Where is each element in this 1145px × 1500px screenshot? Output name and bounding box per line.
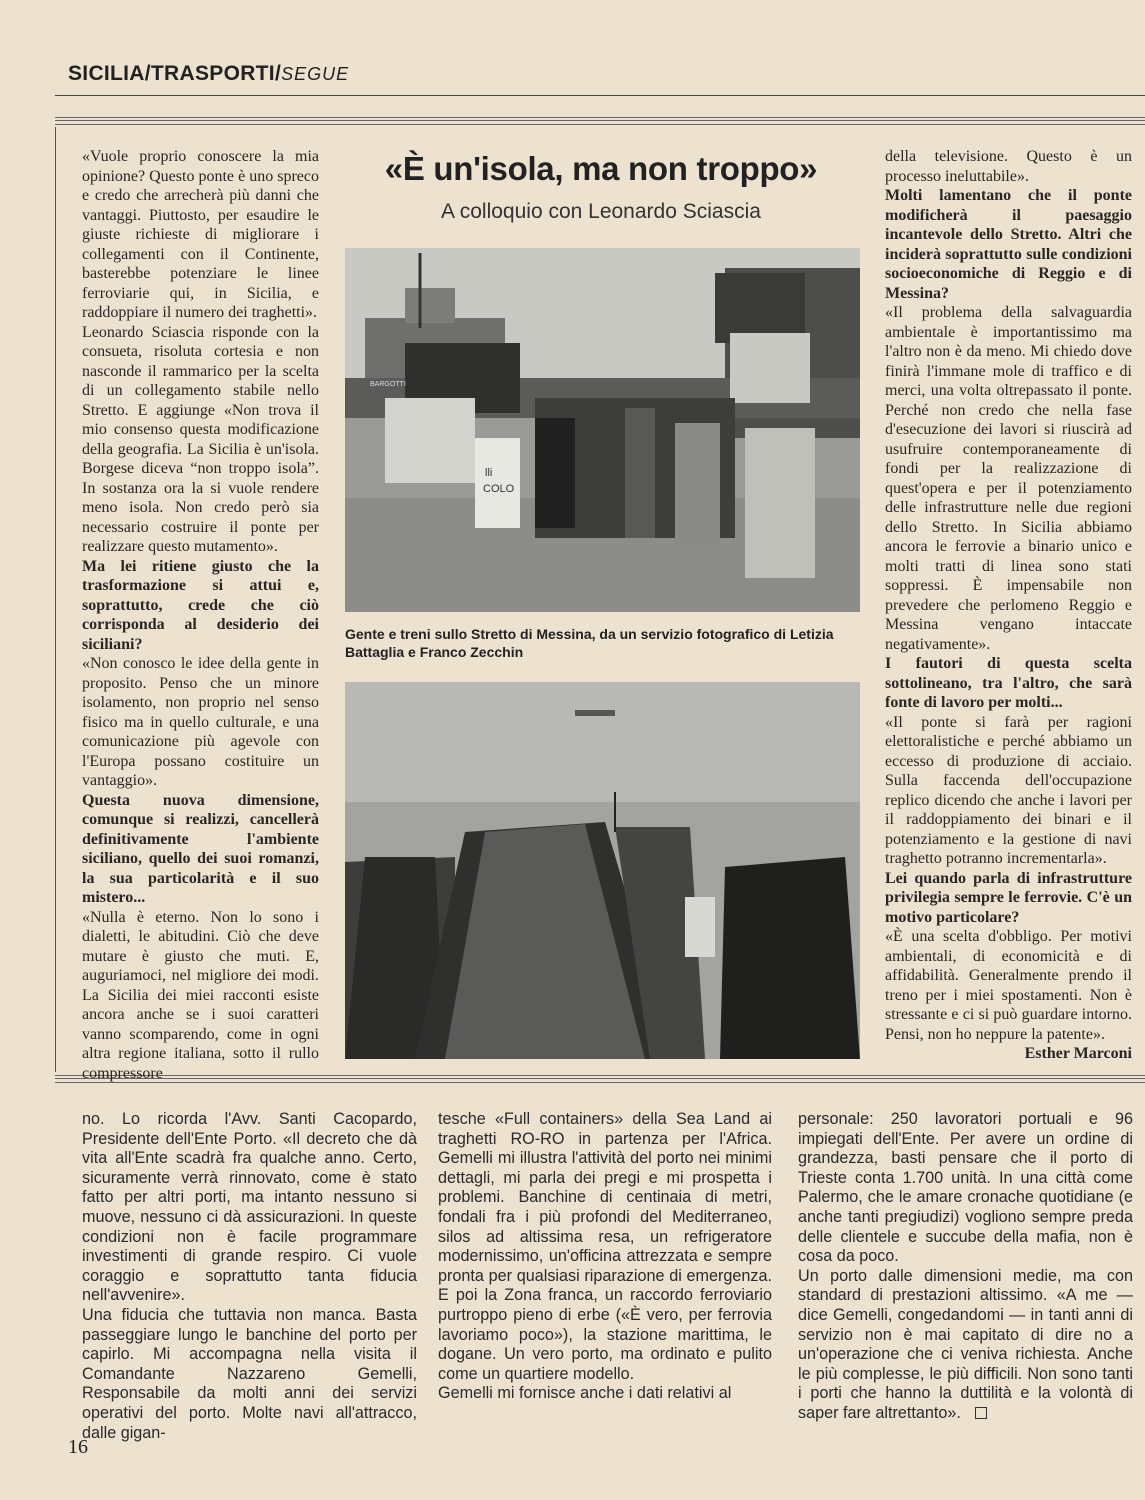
article-paragraph: personale: 250 lavoratori portuali e 96 impiegati dell'Ente. Per avere un ordine di grandezza, basti pensare che il porto di Trieste conta 1.700 unità. In una città come Palermo, che le amare cronache quotidiane (e anche tanti pregiudizi) vogliono sempre preda delle clientele e succube della mafia, non è cosa da poco. [798, 1110, 1133, 1266]
interview-title: «È un'isola, ma non troppo» [384, 150, 818, 187]
photo-store-sign: BARGOTTI [370, 381, 406, 388]
author-signature: Esther Marconi [1024, 1045, 1132, 1062]
interview-question: I fautori di questa scelta sottolineano, tra l'altro, che sarà fonte di lavoro per molti... [885, 655, 1132, 711]
article-column-2 [438, 1110, 772, 1404]
interview-question: Questa nuova dimensione, comunque si realizzi, cancellerà definitivamente l'ambiente siciliano, quello dei suoi romanzi, la sua particolarità e il suo mistero... [82, 791, 319, 906]
photo-caption: Gente e treni sullo Stretto di Messina, da un servizio fotografico di Letizia Battaglia e Franco Zecchin [345, 626, 834, 660]
article-paragraph: tesche «Full containers» della Sea Land ai traghetti RO-RO in partenza per l'Africa. Gemelli mi illustra l'attività del porto nei minimi dettagli, mi parla dei pregi e mi prospetta i problemi. Banchine di centinaia di metri, fondali fra i più profondi del Mediterraneo, silos ad altissima resa, un refrigeratore modernissimo, un'officina attrezzata e sempre pronta per qualsiasi riparazione di emergenza. E poi la Zona franca, un raccordo ferroviario purtroppo pieno di erbe («È vero, per ferrovia lavoriamo poco»), la stazione marittima, le dogane. Un vero porto, ma ordinato e pulito come un quartiere modello. [438, 1110, 772, 1383]
photo-ferry-trains [345, 682, 860, 1059]
interview-question: Molti lamentano che il ponte modificherà il paesaggio incantevole dello Stretto. Altri che inciderà soprattutto sulle condizioni socioeconomiche di Reggio e di Messina? [885, 187, 1132, 302]
article-paragraph: no. Lo ricorda l'Avv. Santi Cacopardo, Presidente dell'Ente Porto. «Il decreto che dà vita all'Ente scadrà fra qualche anno. Certo, sicuramente verrà rinnovato, come è stato fatto per altri porti, ma intanto nessuno si muove, nessuno ci dà assicurazioni. In queste condizioni non è facile programmare investimenti di grande respiro. Ci vuole coraggio e soprattutto tanta fiducia nell'avvenire». [82, 1110, 417, 1305]
interview-left-column [82, 147, 319, 1083]
article-last-text: Un porto dalle dimensioni medie, ma con standard di prestazioni altissimo. «A me — dice Gemelli, congedandomi — in tanti anni di servizio non è mai capitato di dire no a un'operazione che ci veniva richiesta. Anche le più complesse, le più difficili. Non sono tanti i porti che hanno la duttilità e la volontà di saper fare altrettanto». [798, 1266, 1133, 1422]
end-of-article-icon [975, 1407, 987, 1419]
interview-question: Ma lei ritiene giusto che la trasformazione si attui e, soprattutto, crede che ciò corrisponda al desiderio dei siciliani? [82, 557, 319, 653]
photo-crowd-ferry [345, 248, 860, 612]
box-left-rule [55, 127, 56, 1072]
page-number: 16 [68, 1436, 88, 1458]
header-rule [55, 95, 1145, 96]
article-paragraph: Gemelli mi fornisce anche i dati relativi al [438, 1384, 732, 1403]
interview-paragraph: «È una scelta d'obbligo. Per motivi ambientali, di economicità e di affidabilità. Generalmente prendo il treno per i miei spostamenti. Non è stressante e ci si può guardare intorno. Pensi, non ho neppure la patente». [885, 928, 1132, 1043]
section-title: SICILIA/TRASPORTI/ [68, 62, 282, 85]
article-column-1 [82, 1110, 417, 1443]
interview-paragraph: «Il problema della salvaguardia ambientale è importantissimo ma l'altro non è da meno. Mi chiedo dove finirà l'immane mole di traffico e di merci, una volta oltrepassato il ponte. Perché non credo che nella fase d'esecuzione dei lavori si riuscirà ad usufruire contemporaneamente di fondi per la realizzazione di quest'opera e per il potenziamento delle infrastrutture nelle due regioni dello Stretto. In Sicilia abbiamo ancora le ferrovie a binario unico e molti tratti di linea sono stati soppressi. È impensabile non prevedere che perlomeno Reggio e Messina vengano intaccate negativamente». [885, 304, 1132, 653]
interview-paragraph: «Il ponte si farà per ragioni elettoralistiche e perché abbiamo un eccesso di produzione di acciaio. Sulla faccenda dell'occupazione replico dicendo che anche i lavori per il raddoppiamento dei binari e il potenziamento e la gestione di navi traghetto potranno incrementarla». [885, 713, 1132, 867]
interview-paragraph: Leonardo Sciascia risponde con la consueta, risoluta cortesia e non nasconde il rammarico per la scelta di un collegamento stabile nello Stretto. E aggiunge «Non trova il mio consenso questa modificazione della geografia. La Sicilia è un'isola. Borgese diceva “non troppo isola”. In sostanza ora la si vuole rendere meno isola. Non credo però sia necessario costruire il ponte per realizzare questo mutamento». [82, 323, 319, 555]
photo-bag-text-1: lli [485, 467, 493, 479]
section-continued: SEGUE [281, 64, 350, 84]
interview-question: Lei quando parla di infrastrutture privilegia sempre le ferrovie. C'è un motivo particolare? [885, 869, 1132, 926]
interview-paragraph: della televisione. Questo è un processo ineluttabile». [885, 148, 1132, 185]
box-top-rule [55, 117, 1145, 125]
interview-right-column [885, 147, 1132, 1064]
interview-subtitle: A colloquio con Leonardo Sciascia [441, 200, 761, 223]
article-paragraph [798, 1267, 1133, 1424]
photo-bag-text-2: COLO [483, 483, 515, 495]
article-paragraph: Una fiducia che tuttavia non manca. Basta passeggiare lungo le banchine del porto per capirlo. Mi accompagna nella visita il Comandante Nazzareno Gemelli, Responsabile da molti anni dei servizi operativi del porto. Molte navi all'attracco, dalle gigan- [82, 1305, 417, 1442]
interview-paragraph: «Nulla è eterno. Non lo sono i dialetti, le abitudini. Ciò che deve mutare è giusto che muti. E, auguriamoci, nel migliore dei modi. La Sicilia dei miei racconti esiste ancora anche se i suoi caratteri vanno scomparendo, come in ogni altra regione italiana, sotto il rullo compressore [82, 908, 319, 1082]
section-header [68, 62, 349, 86]
interview-paragraph: «Vuole proprio conoscere la mia opinione? Questo ponte è uno spreco e credo che arrecherà più danni che vantaggi. Piuttosto, per esaudire le giuste richieste di migliorare i collegamenti con il Continente, basterebbe potenziare le linee ferroviarie qui, in Sicilia, e raddoppiare il numero dei traghetti». [82, 148, 319, 321]
interview-paragraph: «Non conosco le idee della gente in proposito. Penso che un minore isolamento, non proprio nel senso fisico ma in quello culturale, e una comunicazione più agevole con l'Europa possano costituire un vantaggio». [82, 655, 319, 789]
article-column-3 [798, 1110, 1133, 1424]
